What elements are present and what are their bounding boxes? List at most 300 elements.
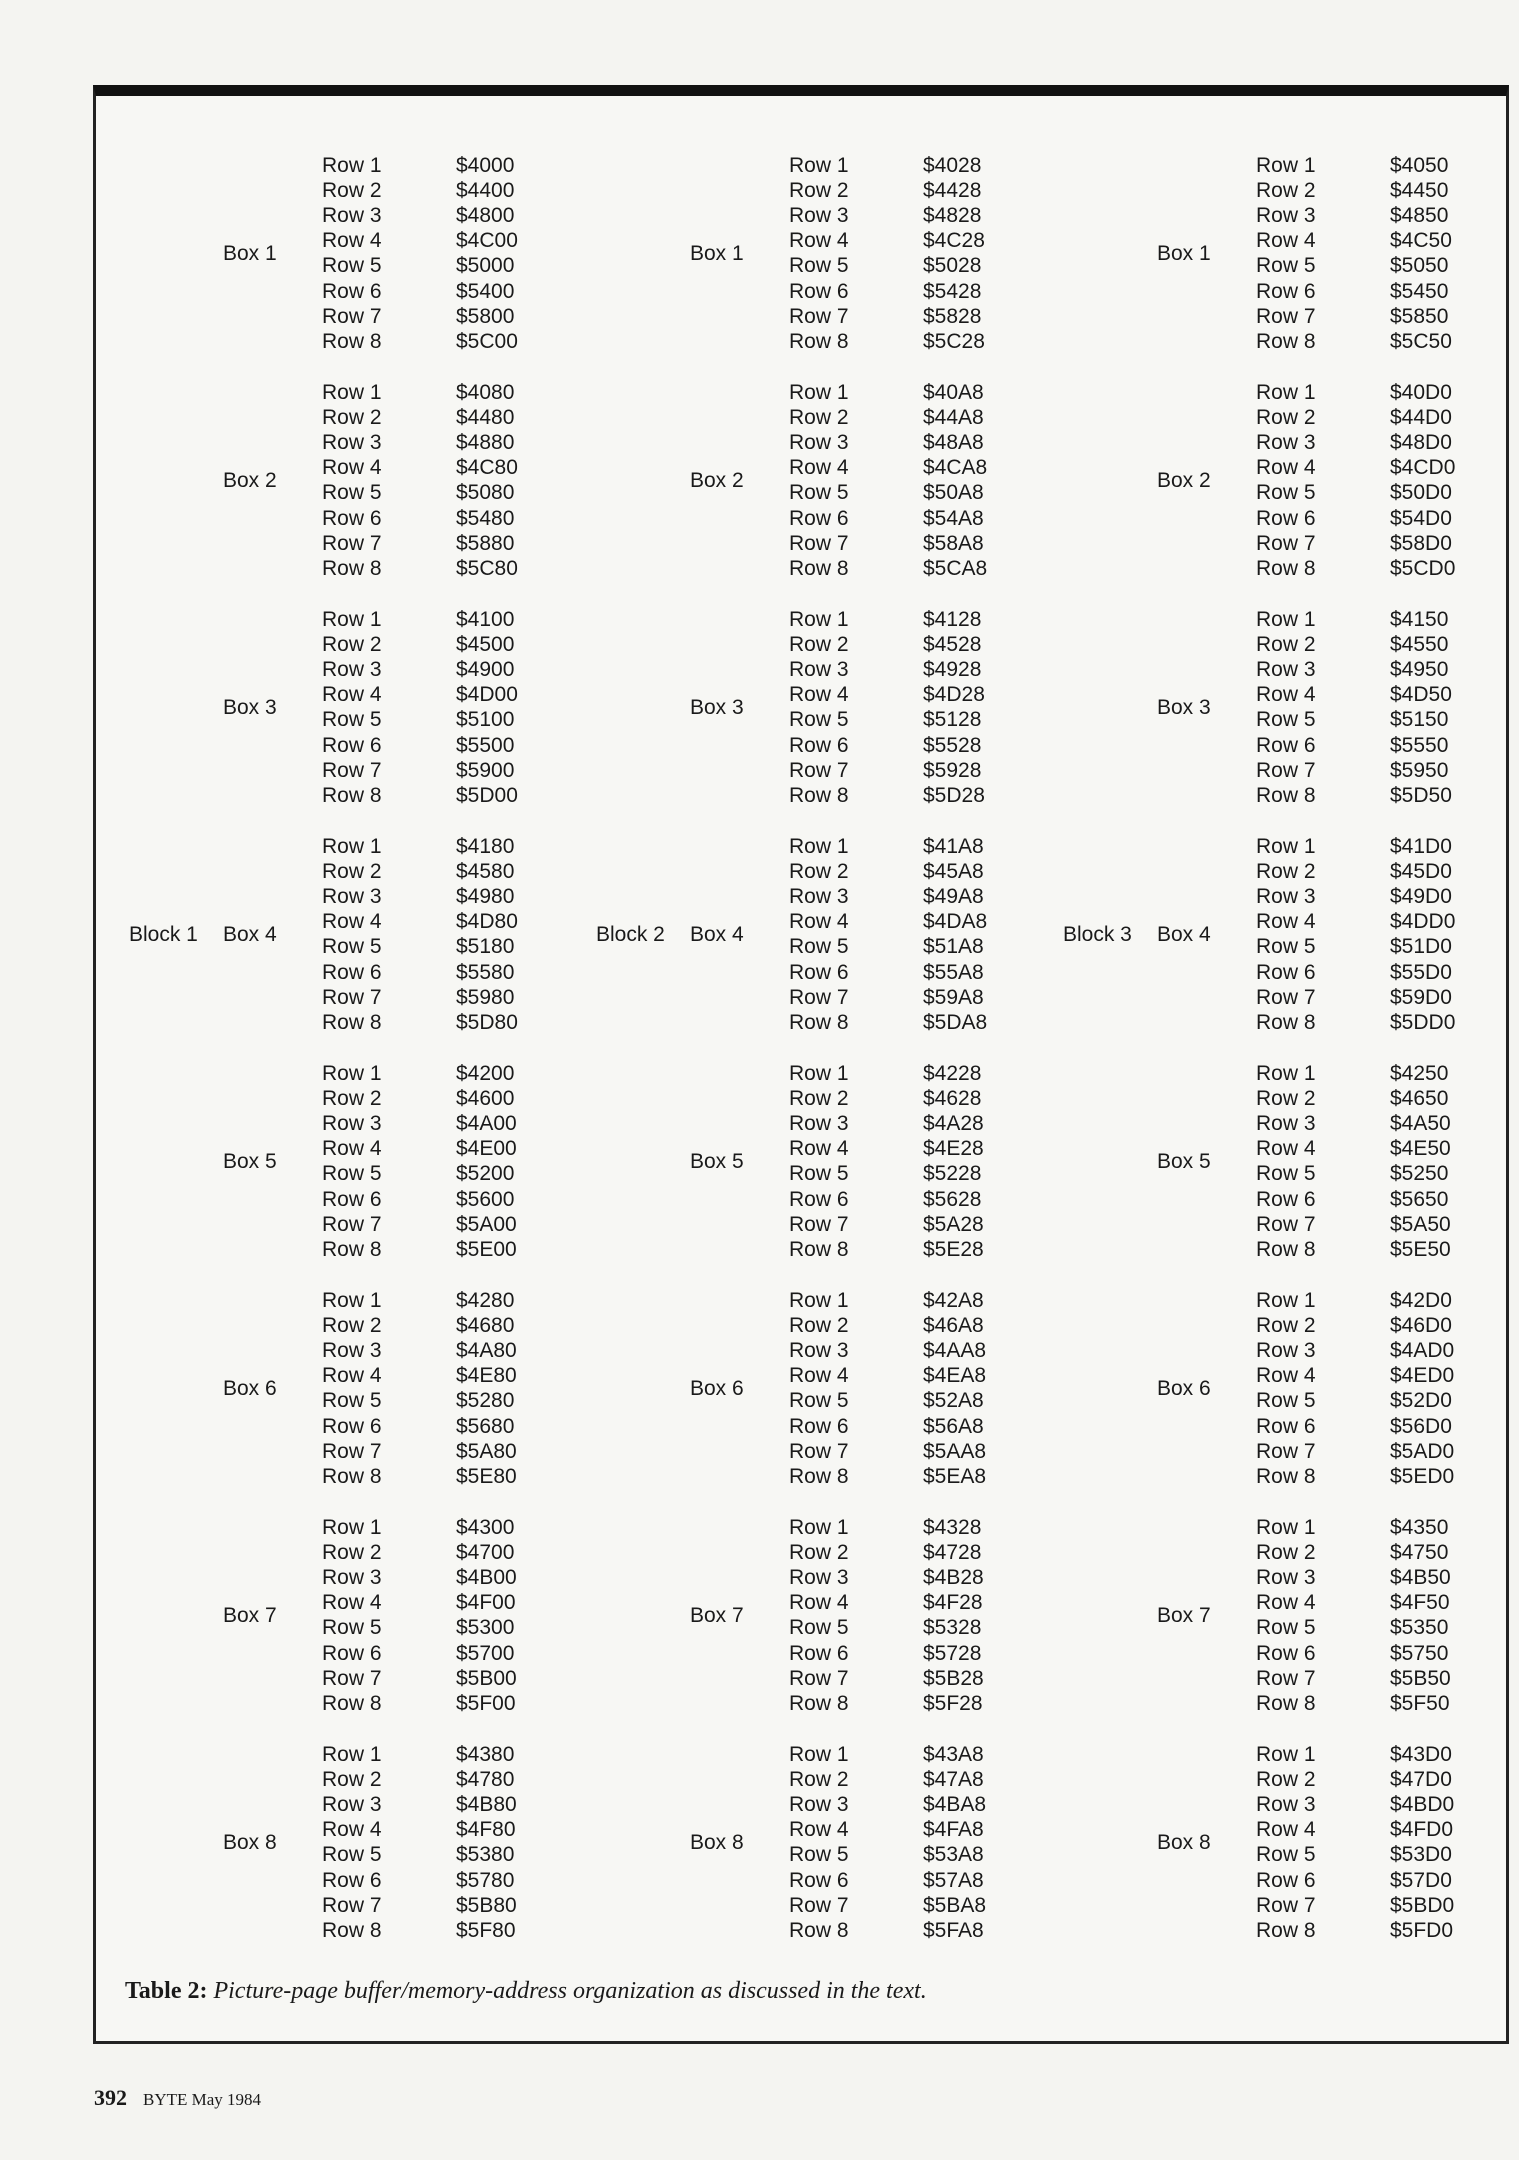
row-label: Row 4 (789, 1591, 849, 1615)
row-label: Row 7 (322, 1212, 382, 1236)
memory-address: $4200 (456, 1062, 515, 1085)
memory-address: $43A8 (923, 1743, 984, 1766)
row-label: Row 8 (789, 329, 849, 353)
row-label: Row 4 (1256, 1137, 1316, 1161)
row-label: Row 3 (322, 1793, 382, 1817)
memory-address: $54D0 (1390, 506, 1452, 530)
memory-address: $5050 (1390, 254, 1449, 278)
row-label: Row 8 (1256, 1464, 1316, 1488)
memory-address: $44A8 (923, 406, 984, 430)
memory-address: $4580 (456, 860, 515, 884)
memory-address: $4328 (923, 1516, 982, 1539)
row-label: Row 1 (1256, 608, 1316, 631)
row-label: Row 2 (322, 406, 382, 430)
memory-address: $4CD0 (1390, 456, 1456, 480)
row-label: Row 2 (322, 633, 382, 657)
row-label: Row 1 (789, 381, 849, 404)
memory-address: $50D0 (1390, 481, 1452, 505)
row-label: Row 1 (789, 1289, 849, 1312)
memory-address: $47A8 (923, 1768, 984, 1792)
row-label: Row 5 (322, 1389, 382, 1413)
row-label: Row 7 (322, 304, 382, 328)
memory-address: $4428 (923, 179, 982, 203)
memory-address: $55A8 (923, 960, 984, 984)
memory-address: $58D0 (1390, 531, 1452, 555)
memory-address: $4F50 (1390, 1591, 1450, 1615)
row-label: Row 5 (322, 1616, 382, 1640)
memory-address: $5628 (923, 1187, 982, 1211)
row-label: Row 3 (322, 1566, 382, 1590)
row-label: Row 1 (789, 1516, 849, 1539)
row-label: Row 3 (789, 1339, 849, 1363)
row-label: Row 4 (1256, 1591, 1316, 1615)
memory-address: $4828 (923, 204, 982, 228)
row-label: Row 4 (322, 1818, 382, 1842)
memory-address: $5B50 (1390, 1666, 1451, 1690)
row-label: Row 1 (1256, 1062, 1316, 1085)
memory-address: $40D0 (1390, 381, 1452, 404)
row-label: Row 7 (1256, 1212, 1316, 1236)
row-label: Row 8 (322, 1691, 382, 1715)
row-label: Row 1 (322, 1516, 382, 1539)
memory-address: $5550 (1390, 733, 1449, 757)
row-label: Row 1 (789, 1062, 849, 1085)
row-label: Row 1 (1256, 381, 1316, 404)
memory-address: $4F80 (456, 1818, 516, 1842)
memory-address: $4600 (456, 1087, 515, 1111)
memory-address: $5150 (1390, 708, 1449, 732)
row-label: Row 6 (1256, 733, 1316, 757)
row-label: Row 4 (789, 456, 849, 480)
row-label: Row 5 (789, 1843, 849, 1867)
row-label: Row 2 (789, 1087, 849, 1111)
box-label: Box 6 (1157, 1376, 1211, 1400)
memory-address: $5DD0 (1390, 1010, 1456, 1034)
memory-address: $5AD0 (1390, 1439, 1455, 1463)
memory-address: $4350 (1390, 1516, 1449, 1539)
row-label: Row 2 (789, 1541, 849, 1565)
memory-address: $4D00 (456, 683, 518, 707)
memory-address: $4800 (456, 204, 515, 228)
row-label: Row 7 (789, 758, 849, 782)
row-label: Row 7 (1256, 1666, 1316, 1690)
memory-address: $4DD0 (1390, 910, 1456, 934)
memory-address: $59A8 (923, 985, 984, 1009)
memory-address: $45A8 (923, 860, 984, 884)
memory-address: $5B28 (923, 1666, 984, 1690)
memory-address: $5F80 (456, 1918, 516, 1942)
row-label: Row 2 (789, 633, 849, 657)
memory-address: $4A28 (923, 1112, 984, 1136)
row-label: Row 5 (322, 1843, 382, 1867)
row-label: Row 1 (789, 835, 849, 858)
row-label: Row 5 (1256, 1162, 1316, 1186)
row-label: Row 3 (1256, 204, 1316, 228)
memory-address: $4E80 (456, 1364, 517, 1388)
box-label: Box 8 (223, 1830, 277, 1854)
memory-address: $4928 (923, 658, 982, 682)
box-label: Box 2 (223, 468, 277, 492)
memory-address: $50A8 (923, 481, 984, 505)
row-label: Row 7 (1256, 304, 1316, 328)
row-label: Row 2 (789, 179, 849, 203)
row-label: Row 4 (322, 1591, 382, 1615)
row-label: Row 2 (1256, 1768, 1316, 1792)
memory-address: $5580 (456, 960, 515, 984)
memory-address: $4B28 (923, 1566, 984, 1590)
row-label: Row 6 (789, 279, 849, 303)
box-label: Box 8 (690, 1830, 744, 1854)
memory-address: $5950 (1390, 758, 1449, 782)
row-label: Row 3 (789, 204, 849, 228)
row-label: Row 4 (789, 683, 849, 707)
row-label: Row 5 (789, 1616, 849, 1640)
memory-address: $58A8 (923, 531, 984, 555)
box-label: Box 4 (223, 922, 277, 946)
row-label: Row 1 (1256, 154, 1316, 177)
row-label: Row 7 (789, 985, 849, 1009)
memory-address: $4300 (456, 1516, 515, 1539)
memory-address: $4BA8 (923, 1793, 987, 1817)
memory-address: $5000 (456, 254, 515, 278)
memory-address: $5028 (923, 254, 982, 278)
memory-address: $5328 (923, 1616, 982, 1640)
memory-address: $57A8 (923, 1868, 984, 1892)
row-label: Row 3 (789, 1566, 849, 1590)
row-label: Row 1 (1256, 1289, 1316, 1312)
row-label: Row 1 (322, 1062, 382, 1085)
memory-address: $4E28 (923, 1137, 984, 1161)
box-label: Box 7 (690, 1603, 744, 1627)
row-label: Row 6 (789, 960, 849, 984)
row-label: Row 4 (322, 683, 382, 707)
row-label: Row 6 (789, 1414, 849, 1438)
row-label: Row 5 (789, 1162, 849, 1186)
memory-address: $5C28 (923, 329, 985, 353)
row-label: Row 6 (789, 1868, 849, 1892)
box-label: Box 2 (690, 468, 744, 492)
box-label: Box 4 (690, 922, 744, 946)
row-label: Row 7 (789, 1893, 849, 1917)
row-label: Row 5 (322, 708, 382, 732)
memory-address: $5100 (456, 708, 515, 732)
row-label: Row 3 (789, 431, 849, 455)
row-label: Row 3 (322, 1112, 382, 1136)
memory-address: $4680 (456, 1314, 515, 1338)
row-label: Row 3 (1256, 431, 1316, 455)
memory-address: $4E00 (456, 1137, 517, 1161)
row-label: Row 6 (322, 1868, 382, 1892)
memory-address: $5C00 (456, 329, 518, 353)
row-label: Row 7 (1256, 1439, 1316, 1463)
memory-address: $5E28 (923, 1237, 984, 1261)
row-label: Row 3 (322, 1339, 382, 1363)
row-label: Row 6 (322, 733, 382, 757)
row-label: Row 8 (789, 783, 849, 807)
row-label: Row 6 (789, 1641, 849, 1665)
row-label: Row 3 (789, 1793, 849, 1817)
memory-address: $47D0 (1390, 1768, 1452, 1792)
row-label: Row 2 (1256, 1541, 1316, 1565)
memory-address: $5E50 (1390, 1237, 1451, 1261)
memory-address: $5B80 (456, 1893, 517, 1917)
memory-address: $5350 (1390, 1616, 1449, 1640)
row-label: Row 6 (1256, 960, 1316, 984)
row-label: Row 2 (1256, 406, 1316, 430)
row-label: Row 4 (789, 229, 849, 253)
caption-text: Picture-page buffer/memory-address organization as discussed in the text. (213, 1978, 927, 2004)
row-label: Row 6 (322, 960, 382, 984)
row-label: Row 3 (1256, 1566, 1316, 1590)
memory-address: $4ED0 (1390, 1364, 1455, 1388)
row-label: Row 8 (789, 1691, 849, 1715)
row-label: Row 3 (322, 431, 382, 455)
memory-address: $4750 (1390, 1541, 1449, 1565)
row-label: Row 7 (789, 1439, 849, 1463)
row-label: Row 7 (789, 1212, 849, 1236)
memory-address: $5728 (923, 1641, 982, 1665)
memory-address: $5C50 (1390, 329, 1452, 353)
row-label: Row 4 (322, 229, 382, 253)
row-label: Row 2 (322, 860, 382, 884)
row-label: Row 6 (789, 733, 849, 757)
memory-address: $4128 (923, 608, 982, 631)
row-label: Row 1 (1256, 835, 1316, 858)
memory-address: $46D0 (1390, 1314, 1452, 1338)
memory-address: $4228 (923, 1062, 982, 1085)
magazine-issue: BYTE May 1984 (143, 2090, 262, 2109)
row-label: Row 3 (1256, 885, 1316, 909)
memory-address: $5080 (456, 481, 515, 505)
box-label: Box 5 (223, 1149, 277, 1173)
table-caption (125, 1978, 927, 2005)
row-label: Row 5 (322, 481, 382, 505)
row-label: Row 1 (322, 1289, 382, 1312)
memory-address: $5250 (1390, 1162, 1449, 1186)
row-label: Row 7 (322, 531, 382, 555)
memory-address: $5700 (456, 1641, 515, 1665)
memory-address: $5428 (923, 279, 982, 303)
row-label: Row 5 (789, 935, 849, 959)
memory-address: $5FA8 (923, 1918, 984, 1942)
memory-address: $46A8 (923, 1314, 984, 1338)
memory-address: $5380 (456, 1843, 515, 1867)
memory-address: $4150 (1390, 608, 1449, 631)
memory-address: $5750 (1390, 1641, 1449, 1665)
row-label: Row 8 (789, 1237, 849, 1261)
memory-address: $5BA8 (923, 1893, 987, 1917)
memory-address: $4450 (1390, 179, 1449, 203)
memory-address: $56D0 (1390, 1414, 1452, 1438)
memory-address: $49A8 (923, 885, 984, 909)
memory-address: $5500 (456, 733, 515, 757)
row-label: Row 7 (322, 985, 382, 1009)
box-label: Box 3 (690, 695, 744, 719)
memory-address: $4980 (456, 885, 515, 909)
memory-address: $5CD0 (1390, 556, 1456, 580)
row-label: Row 2 (789, 406, 849, 430)
memory-address: $4880 (456, 431, 515, 455)
memory-address: $49D0 (1390, 885, 1452, 909)
row-label: Row 5 (322, 935, 382, 959)
row-label: Row 7 (1256, 1893, 1316, 1917)
box-label: Box 5 (690, 1149, 744, 1173)
row-label: Row 4 (789, 910, 849, 934)
memory-address: $5E80 (456, 1464, 517, 1488)
memory-address: $4280 (456, 1289, 515, 1312)
block-label: Block 1 (129, 922, 198, 946)
row-label: Row 3 (789, 658, 849, 682)
row-label: Row 2 (322, 1087, 382, 1111)
memory-address: $5B00 (456, 1666, 517, 1690)
row-label: Row 7 (789, 1666, 849, 1690)
row-label: Row 8 (1256, 1691, 1316, 1715)
memory-address: $5A80 (456, 1439, 517, 1463)
block-label: Block 2 (596, 922, 665, 946)
row-label: Row 8 (322, 1918, 382, 1942)
row-label: Row 6 (322, 279, 382, 303)
row-label: Row 8 (322, 1010, 382, 1034)
row-label: Row 5 (1256, 1843, 1316, 1867)
memory-address: $5C80 (456, 556, 518, 580)
row-label: Row 4 (789, 1137, 849, 1161)
memory-address: $4100 (456, 608, 515, 631)
row-label: Row 8 (1256, 783, 1316, 807)
memory-address: $5F00 (456, 1691, 516, 1715)
row-label: Row 8 (789, 1464, 849, 1488)
row-label: Row 4 (1256, 1818, 1316, 1842)
memory-address: $5400 (456, 279, 515, 303)
memory-address: $5AA8 (923, 1439, 987, 1463)
memory-address: $4000 (456, 154, 515, 177)
row-label: Row 6 (1256, 279, 1316, 303)
row-label: Row 5 (789, 708, 849, 732)
row-label: Row 4 (1256, 683, 1316, 707)
row-label: Row 7 (322, 1893, 382, 1917)
memory-address: $41D0 (1390, 835, 1452, 858)
memory-address: $5128 (923, 708, 982, 732)
memory-address: $5480 (456, 506, 515, 530)
row-label: Row 5 (1256, 254, 1316, 278)
row-label: Row 6 (322, 506, 382, 530)
row-label: Row 7 (789, 531, 849, 555)
memory-address: $4480 (456, 406, 515, 430)
memory-address: $4628 (923, 1087, 982, 1111)
memory-address: $4F28 (923, 1591, 983, 1615)
memory-address: $4950 (1390, 658, 1449, 682)
memory-address: $4B80 (456, 1793, 517, 1817)
memory-address: $4DA8 (923, 910, 988, 934)
memory-address: $5880 (456, 531, 515, 555)
memory-address: $4CA8 (923, 456, 988, 480)
row-label: Row 7 (1256, 985, 1316, 1009)
memory-address: $4D28 (923, 683, 985, 707)
row-label: Row 6 (1256, 1187, 1316, 1211)
memory-address: $4650 (1390, 1087, 1449, 1111)
row-label: Row 6 (1256, 1868, 1316, 1892)
row-label: Row 2 (322, 179, 382, 203)
row-label: Row 8 (322, 329, 382, 353)
box-label: Box 1 (223, 241, 277, 265)
memory-address: $5DA8 (923, 1010, 988, 1034)
memory-address: $5FD0 (1390, 1918, 1454, 1942)
row-label: Row 2 (322, 1541, 382, 1565)
memory-address: $42D0 (1390, 1289, 1452, 1312)
memory-address: $41A8 (923, 835, 984, 858)
memory-address: $4500 (456, 633, 515, 657)
row-label: Row 6 (1256, 1414, 1316, 1438)
row-label: Row 3 (1256, 658, 1316, 682)
memory-address: $5900 (456, 758, 515, 782)
memory-address: $4C00 (456, 229, 518, 253)
row-label: Row 8 (1256, 1010, 1316, 1034)
memory-address: $57D0 (1390, 1868, 1452, 1892)
memory-address: $5780 (456, 1868, 515, 1892)
memory-address: $5F28 (923, 1691, 983, 1715)
row-label: Row 4 (1256, 910, 1316, 934)
row-label: Row 5 (322, 1162, 382, 1186)
row-label: Row 7 (1256, 531, 1316, 555)
memory-address: $5850 (1390, 304, 1449, 328)
box-label: Box 8 (1157, 1830, 1211, 1854)
row-label: Row 2 (1256, 860, 1316, 884)
memory-address: $48D0 (1390, 431, 1452, 455)
memory-address: $4180 (456, 835, 515, 858)
memory-address: $4050 (1390, 154, 1449, 177)
row-label: Row 2 (322, 1314, 382, 1338)
row-label: Row 2 (1256, 179, 1316, 203)
row-label: Row 1 (322, 381, 382, 404)
memory-address: $5BD0 (1390, 1893, 1455, 1917)
row-label: Row 1 (322, 154, 382, 177)
box-label: Box 6 (223, 1376, 277, 1400)
row-label: Row 1 (789, 1743, 849, 1766)
row-label: Row 6 (322, 1641, 382, 1665)
row-label: Row 4 (789, 1818, 849, 1842)
row-label: Row 7 (789, 304, 849, 328)
row-label: Row 7 (1256, 758, 1316, 782)
memory-address: $5280 (456, 1389, 515, 1413)
memory-address: $5D50 (1390, 783, 1452, 807)
row-label: Row 4 (1256, 229, 1316, 253)
memory-address: $4528 (923, 633, 982, 657)
memory-address: $5ED0 (1390, 1464, 1455, 1488)
memory-address: $4C28 (923, 229, 985, 253)
memory-address: $5228 (923, 1162, 982, 1186)
row-label: Row 4 (322, 1364, 382, 1388)
memory-address: $52A8 (923, 1389, 984, 1413)
memory-address: $4C80 (456, 456, 518, 480)
memory-address: $4D50 (1390, 683, 1452, 707)
row-label: Row 6 (322, 1187, 382, 1211)
memory-address: $5650 (1390, 1187, 1449, 1211)
row-label: Row 2 (322, 1768, 382, 1792)
row-label: Row 1 (322, 835, 382, 858)
memory-address: $53D0 (1390, 1843, 1452, 1867)
row-label: Row 3 (1256, 1793, 1316, 1817)
memory-address: $40A8 (923, 381, 984, 404)
box-label: Box 6 (690, 1376, 744, 1400)
row-label: Row 4 (1256, 456, 1316, 480)
box-label: Box 5 (1157, 1149, 1211, 1173)
row-label: Row 3 (322, 204, 382, 228)
memory-address: $59D0 (1390, 985, 1452, 1009)
memory-address: $4F00 (456, 1591, 516, 1615)
row-label: Row 8 (789, 556, 849, 580)
row-label: Row 5 (1256, 708, 1316, 732)
row-label: Row 8 (1256, 556, 1316, 580)
page-number: 392 (94, 2085, 127, 2110)
